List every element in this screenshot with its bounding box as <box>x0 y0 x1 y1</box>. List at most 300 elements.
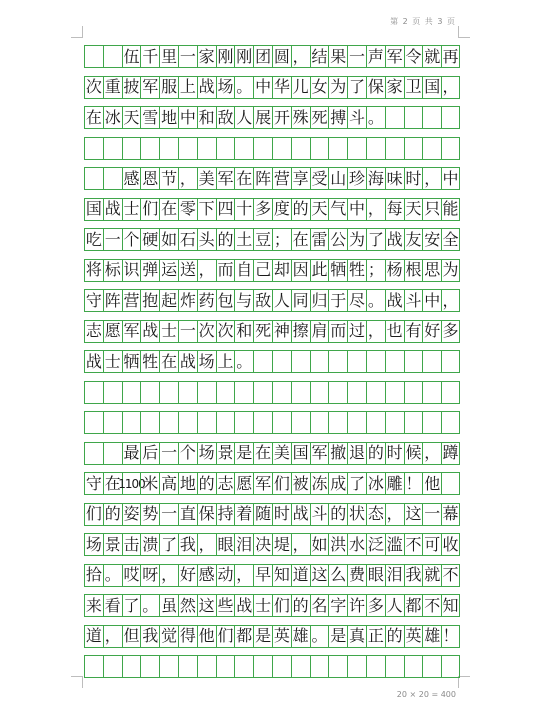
grid-cell: 真 <box>349 626 366 645</box>
grid-cell: 为 <box>349 229 366 249</box>
grid-cell: 他 <box>424 473 441 493</box>
grid-cell <box>366 382 385 403</box>
grid-cell: 人 <box>236 107 253 127</box>
grid-cell: 华 <box>273 77 290 96</box>
grid-cell <box>366 138 385 159</box>
corner-mark-top-right <box>458 26 470 38</box>
grid-cell: 军 <box>255 473 272 493</box>
grid-cell: 不 <box>442 565 459 584</box>
grid-cell <box>234 656 253 677</box>
grid-cell: 的 <box>292 199 309 218</box>
grid-cell <box>216 382 235 403</box>
grid-cell: 起 <box>161 290 178 310</box>
grid-cell <box>422 382 441 403</box>
grid-cell <box>310 351 329 372</box>
grid-cell <box>103 412 122 433</box>
grid-cell: 可 <box>424 534 441 554</box>
grid-cell: 场 <box>85 534 102 554</box>
grid-cell: 们 <box>217 626 234 645</box>
grid-row <box>84 45 460 68</box>
grid-cell: 多 <box>367 595 384 615</box>
grid-cell: 包 <box>217 290 234 310</box>
grid-cell: 药 <box>198 290 215 310</box>
grid-cell: 冻 <box>311 473 328 493</box>
grid-cell <box>103 656 122 677</box>
grid-cell: 都 <box>236 626 253 645</box>
grid-cell <box>328 412 347 433</box>
grid-cell <box>328 351 347 372</box>
grid-row <box>84 411 460 434</box>
grid-cell <box>328 382 347 403</box>
grid-cell: 伍 <box>123 46 140 66</box>
grid-cell: ， <box>292 534 309 554</box>
grid-cell: 幕 <box>442 504 459 523</box>
grid-cell: 士 <box>161 321 178 340</box>
grid-cell <box>84 382 103 403</box>
grid-cell: 士 <box>104 351 121 371</box>
grid-cell: 斗 <box>405 290 422 310</box>
grid-cell: 场 <box>217 77 234 96</box>
grid-cell: ； <box>273 229 290 249</box>
grid-cell <box>347 138 366 159</box>
grid-cell: 战 <box>198 77 215 96</box>
grid-cell: 一 <box>179 321 196 340</box>
grid-cell: 此 <box>311 260 328 279</box>
grid-cell <box>310 656 329 677</box>
grid-cell: 刚 <box>236 46 253 66</box>
grid-cell: ， <box>442 77 459 96</box>
grid-cell: 时 <box>405 168 422 188</box>
grid-row <box>84 198 460 221</box>
grid-cell <box>347 656 366 677</box>
grid-cell: 雕 <box>386 473 403 493</box>
grid-cell <box>422 412 441 433</box>
grid-cell: 的 <box>198 473 215 493</box>
grid-cell: 女 <box>311 77 328 96</box>
grid-cell <box>441 107 460 128</box>
grid-cell: 持 <box>217 504 234 523</box>
grid-cell: 好 <box>424 321 441 340</box>
grid-cell: 天 <box>311 199 328 218</box>
grid-cell: 守 <box>85 290 102 310</box>
grid-cell: ， <box>424 443 441 462</box>
grid-cell: 家 <box>386 77 403 96</box>
grid-cell <box>253 351 272 372</box>
grid-cell: 拾 <box>85 565 102 584</box>
grid-cell <box>140 138 159 159</box>
grid-cell: 呀 <box>142 565 159 584</box>
grid-cell: 虽 <box>161 595 178 615</box>
grid-cell: 字 <box>330 595 347 615</box>
grid-cell <box>366 412 385 433</box>
grid-cell: 许 <box>349 595 366 615</box>
grid-cell: 姿 <box>123 504 140 523</box>
grid-cell: 在 <box>292 229 309 249</box>
grid-row <box>84 320 460 343</box>
grid-cell: 然 <box>179 595 196 615</box>
grid-cell: 擦 <box>292 321 309 340</box>
grid-cell: ， <box>236 565 253 584</box>
grid-cell <box>253 656 272 677</box>
grid-cell <box>310 138 329 159</box>
grid-cell: 滥 <box>386 534 403 554</box>
grid-cell <box>441 473 460 494</box>
grid-cell: 家 <box>198 46 215 66</box>
grid-cell <box>404 412 423 433</box>
grid-cell: 中 <box>179 107 196 127</box>
grid-cell <box>122 412 141 433</box>
grid-cell: 了 <box>161 534 178 554</box>
grid-cell: 些 <box>217 595 234 615</box>
grid-cell: 标 <box>104 260 121 279</box>
grid-cell: 被 <box>292 473 309 493</box>
grid-cell: 洪 <box>330 534 347 554</box>
grid-cell: 味 <box>386 168 403 188</box>
grid-cell: 士 <box>255 595 272 615</box>
grid-cell: 神 <box>273 321 290 340</box>
grid-cell <box>404 382 423 403</box>
grid-cell <box>328 138 347 159</box>
grid-cell: 中 <box>349 199 366 218</box>
grid-cell: 四 <box>217 199 234 218</box>
grid-cell: 费 <box>349 565 366 584</box>
grid-cell: 重 <box>104 77 121 96</box>
grid-cell: 抱 <box>142 290 159 310</box>
grid-cell: 人 <box>386 595 403 615</box>
grid-cell: 泛 <box>367 534 384 554</box>
grid-cell <box>310 412 329 433</box>
grid-cell: 地 <box>161 107 178 127</box>
grid-cell: 营 <box>123 290 140 310</box>
grid-cell: 米 <box>142 473 159 493</box>
grid-cell <box>291 351 310 372</box>
grid-cell: 享 <box>292 168 309 188</box>
grid-cell: 撤 <box>330 443 347 462</box>
grid-cell: 们 <box>273 595 290 615</box>
grid-cell: 雄 <box>424 626 441 645</box>
grid-cell: 哎 <box>123 565 140 584</box>
grid-cell: 态 <box>367 504 384 523</box>
grid-row <box>84 533 460 556</box>
grid-cell: 己 <box>255 260 272 279</box>
grid-cell: 一 <box>104 229 121 249</box>
grid-cell: 牲 <box>142 351 159 371</box>
grid-cell: 的 <box>367 443 384 462</box>
grid-cell: 战 <box>386 290 403 310</box>
grid-cell: 是 <box>236 443 253 462</box>
grid-cell: 了 <box>367 229 384 249</box>
grid-cell: 吃 <box>85 229 102 249</box>
grid-cell <box>347 382 366 403</box>
grid-cell: 。 <box>236 351 253 371</box>
grid-cell <box>178 656 197 677</box>
grid-cell: 山 <box>330 168 347 188</box>
grid-cell: 送 <box>179 260 196 279</box>
grid-cell <box>197 412 216 433</box>
grid-cell: 度 <box>273 199 290 218</box>
grid-cell <box>291 138 310 159</box>
grid-cell <box>178 412 197 433</box>
grid-cell <box>84 46 103 67</box>
grid-cell: 眼 <box>367 565 384 584</box>
grid-row <box>84 76 460 99</box>
grid-cell: 军 <box>217 168 234 188</box>
grid-cell: 的 <box>386 626 403 645</box>
grid-cell: 根 <box>405 260 422 279</box>
grid-cell <box>197 656 216 677</box>
grid-cell <box>234 412 253 433</box>
grid-cell: 在 <box>85 107 102 127</box>
grid-row <box>84 655 460 678</box>
grid-cell: 保 <box>367 77 384 96</box>
grid-cell <box>178 138 197 159</box>
grid-cell: 早 <box>255 565 272 584</box>
grid-cell: 不 <box>424 595 441 615</box>
grid-cell: 在 <box>104 473 121 493</box>
grid-cell <box>159 412 178 433</box>
grid-cell: 感 <box>123 168 140 188</box>
grid-cell: 刚 <box>217 46 234 66</box>
grid-cell: 如 <box>161 229 178 249</box>
grid-cell: 里 <box>161 46 178 66</box>
grid-cell <box>103 443 122 464</box>
grid-cell <box>441 351 460 372</box>
grid-cell: 愿 <box>236 473 253 493</box>
grid-cell <box>422 656 441 677</box>
grid-cell: 杨 <box>386 260 403 279</box>
grid-cell: 道 <box>85 626 102 645</box>
grid-cell: 炸 <box>179 290 196 310</box>
grid-row <box>84 625 460 648</box>
grid-cell: 看 <box>104 595 121 615</box>
grid-cell: 而 <box>217 260 234 279</box>
grid-cell: 直 <box>179 504 196 523</box>
grid-cell: 。 <box>367 290 384 310</box>
grid-cell: 个 <box>123 229 140 249</box>
grid-cell: 水 <box>349 534 366 554</box>
grid-cell <box>159 656 178 677</box>
grid-cell: 却 <box>273 260 290 279</box>
grid-cell: 天 <box>405 199 422 218</box>
grid-cell: 势 <box>142 504 159 523</box>
grid-cell <box>291 412 310 433</box>
grid-cell <box>385 412 404 433</box>
grid-cell: 敌 <box>255 290 272 310</box>
grid-cell: 战 <box>104 199 121 218</box>
grid-cell: 硬 <box>142 229 159 249</box>
grid-cell: 为 <box>330 77 347 96</box>
grid-cell: 卫 <box>405 77 422 96</box>
grid-cell: 次 <box>85 77 102 96</box>
grid-cell <box>234 382 253 403</box>
grid-cell: 雪 <box>142 107 159 127</box>
grid-cell: 。 <box>311 626 328 645</box>
grid-cell: 斗 <box>349 107 366 127</box>
grid-cell: 们 <box>273 473 290 493</box>
grid-cell: 再 <box>442 46 459 66</box>
grid-row <box>84 472 460 495</box>
grid-cell: ！ <box>442 626 459 645</box>
grid-cell: 军 <box>142 77 159 96</box>
grid-cell: 在 <box>161 199 178 218</box>
grid-cell: 一 <box>161 443 178 462</box>
grid-cell: 地 <box>179 473 196 493</box>
grid-cell: 。 <box>142 595 159 615</box>
grid-cell <box>159 382 178 403</box>
grid-cell <box>272 351 291 372</box>
grid-cell: 雄 <box>292 626 309 645</box>
grid-cell <box>103 46 122 67</box>
grid-cell: 思 <box>424 260 441 279</box>
grid-cell: 肩 <box>311 321 328 340</box>
grid-cell: 殊 <box>292 107 309 127</box>
grid-cell: ， <box>424 168 441 188</box>
grid-cell: 场 <box>198 443 215 462</box>
grid-cell: 在 <box>236 168 253 188</box>
grid-cell: 珍 <box>349 168 366 188</box>
grid-cell: 击 <box>123 534 140 554</box>
grid-cell: 归 <box>311 290 328 310</box>
grid-row <box>84 503 460 526</box>
grid-cell: 雷 <box>311 229 328 249</box>
page-number-header: 第 2 页 共 3 页 <box>390 17 456 26</box>
grid-cell <box>272 412 291 433</box>
grid-cell: 令 <box>405 46 422 66</box>
grid-cell: 英 <box>405 626 422 645</box>
grid-cell: 状 <box>349 504 366 523</box>
grid-cell: 这 <box>405 504 422 523</box>
grid-cell: ， <box>386 504 403 523</box>
grid-cell: 海 <box>367 168 384 188</box>
grid-cell: 只 <box>424 199 441 218</box>
grid-cell: 死 <box>311 107 328 127</box>
grid-cell: 好 <box>179 565 196 584</box>
grid-cell <box>310 382 329 403</box>
grid-cell: 们 <box>85 504 102 523</box>
grid-cell <box>122 382 141 403</box>
grid-cell <box>366 351 385 372</box>
grid-cell <box>216 138 235 159</box>
grid-row <box>84 289 460 312</box>
grid-cell: 蹲 <box>442 443 459 462</box>
grid-cell: 他 <box>198 626 215 645</box>
grid-cell: ！ <box>405 473 422 493</box>
grid-cell: 敌 <box>217 107 234 127</box>
grid-row <box>84 442 460 465</box>
grid-cell <box>216 412 235 433</box>
grid-cell <box>84 168 103 189</box>
grid-cell: 就 <box>424 565 441 584</box>
grid-cell: 次 <box>198 321 215 340</box>
grid-cell: 战 <box>236 595 253 615</box>
grid-cell: 和 <box>198 107 215 127</box>
grid-cell: 堤 <box>273 534 290 554</box>
grid-cell: 得 <box>179 626 196 645</box>
grid-cell: 一 <box>349 46 366 66</box>
grid-cell: ， <box>367 321 384 340</box>
grid-cell: 中 <box>255 77 272 96</box>
grid-cell: 保 <box>198 504 215 523</box>
grid-cell <box>328 656 347 677</box>
grid-cell: 搏 <box>330 107 347 127</box>
grid-cell <box>140 412 159 433</box>
grid-row <box>84 594 460 617</box>
grid-cell: 在 <box>255 443 272 462</box>
grid-cell: 气 <box>330 199 347 218</box>
corner-mark-top-left <box>71 26 83 38</box>
grid-cell: 眼 <box>217 534 234 554</box>
grid-cell <box>422 351 441 372</box>
grid-cell <box>272 138 291 159</box>
grid-cell: 景 <box>104 534 121 554</box>
grid-cell: 是 <box>330 626 347 645</box>
grid-row <box>84 137 460 160</box>
grid-cell: ， <box>442 290 459 310</box>
grid-cell <box>140 656 159 677</box>
grid-cell: 如 <box>311 534 328 554</box>
grid-cell: 这 <box>198 595 215 615</box>
grid-cell <box>404 138 423 159</box>
grid-cell: 为 <box>442 260 459 279</box>
grid-cell: 过 <box>349 321 366 340</box>
grid-cell: 我 <box>179 534 196 554</box>
grid-cell: 阵 <box>255 168 272 188</box>
grid-cell: 多 <box>442 321 459 340</box>
grid-cell <box>441 656 460 677</box>
grid-cell <box>272 382 291 403</box>
grid-cell: 么 <box>330 565 347 584</box>
grid-cell: 后 <box>142 443 159 462</box>
grid-cell <box>103 168 122 189</box>
grid-cell: 战 <box>179 351 196 371</box>
grid-cell: 时 <box>386 443 403 462</box>
grid-cell <box>291 656 310 677</box>
grid-cell: 天 <box>123 107 140 127</box>
grid-cell: ， <box>198 534 215 554</box>
grid-cell <box>122 656 141 677</box>
grid-cell: 退 <box>349 443 366 462</box>
grid-cell: 同 <box>292 290 309 310</box>
grid-cell <box>422 107 441 128</box>
grid-cell: 感 <box>198 565 215 584</box>
grid-cell: 守 <box>85 473 102 493</box>
grid-cell: 国 <box>424 77 441 96</box>
grid-cell: ， <box>367 199 384 218</box>
grid-cell <box>347 351 366 372</box>
grid-cell: 时 <box>273 504 290 523</box>
grid-cell <box>197 382 216 403</box>
grid-cell: 战 <box>85 351 102 371</box>
grid-cell: 牲 <box>349 260 366 279</box>
grid-cell: 友 <box>405 229 422 249</box>
grid-cell: 安 <box>424 229 441 249</box>
grid-cell: 有 <box>405 321 422 340</box>
grid-cell: 决 <box>255 534 272 554</box>
grid-cell: 每 <box>386 199 403 218</box>
grid-cell: 美 <box>273 443 290 462</box>
grid-cell <box>385 382 404 403</box>
grid-cell <box>291 382 310 403</box>
grid-cell <box>84 138 103 159</box>
grid-cell: 披 <box>123 77 140 96</box>
grid-cell: 的 <box>104 504 121 523</box>
grid-cell: 展 <box>255 107 272 127</box>
grid-cell: 公 <box>330 229 347 249</box>
grid-cell: 国 <box>292 443 309 462</box>
grid-cell: 次 <box>217 321 234 340</box>
grid-cell: 儿 <box>292 77 309 96</box>
grid-cell: 1100 <box>122 473 141 494</box>
